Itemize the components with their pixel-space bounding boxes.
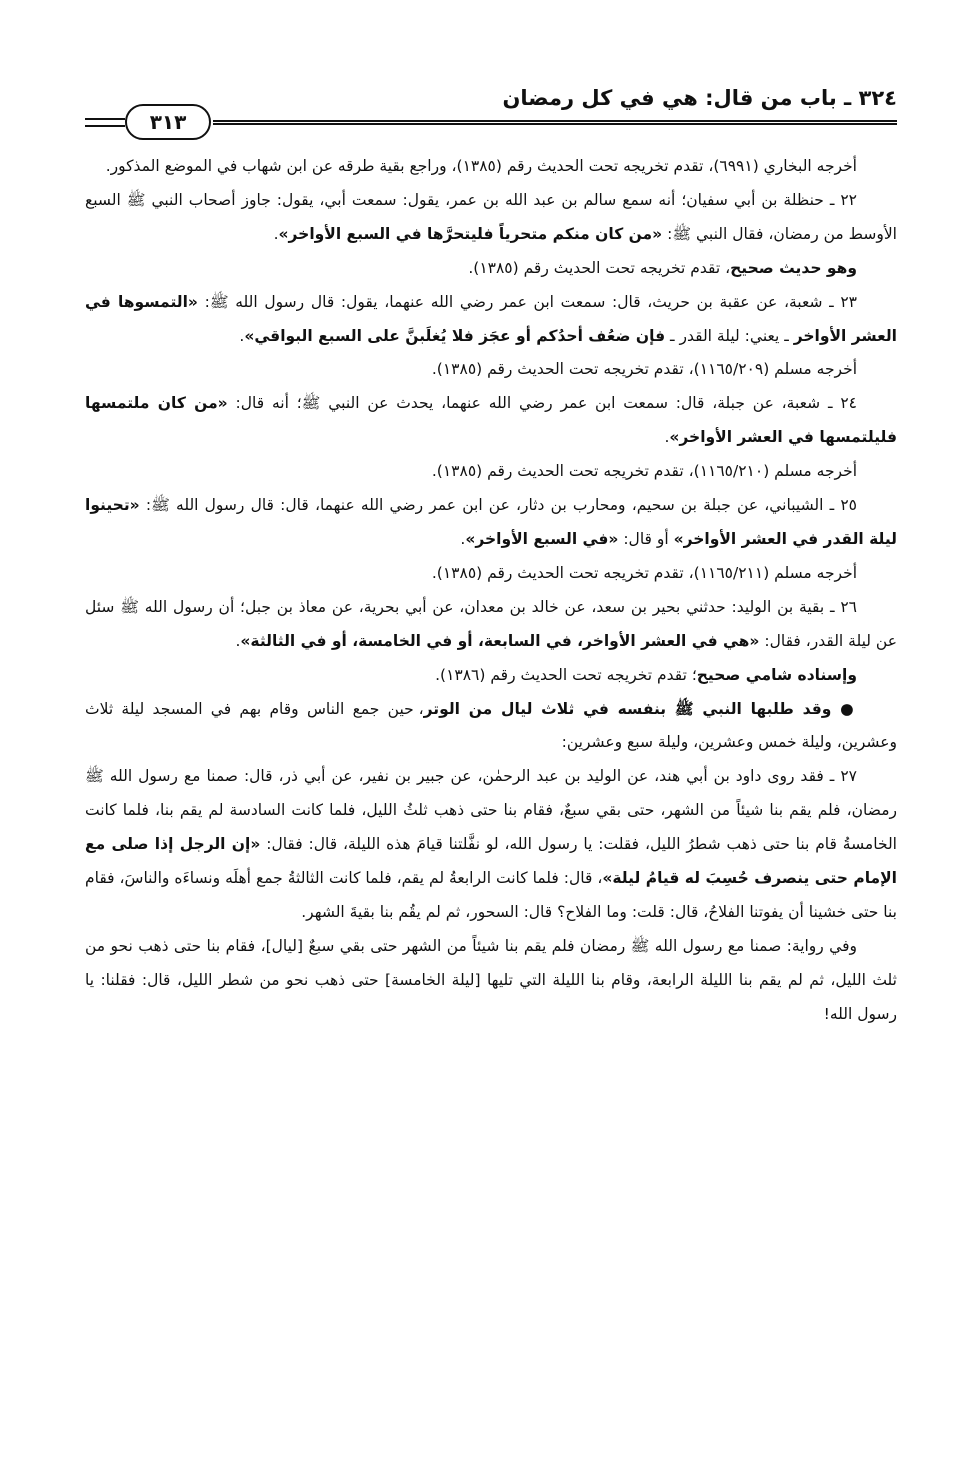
text-segment: أخرجه مسلم (١١٦٥/٢١٠)، تقدم تخريجه تحت الحديث رقم (١٣٨٥). (431, 462, 857, 481)
paragraph (85, 760, 897, 930)
text-segment: ، تقدم تخريجه تحت الحديث رقم (١٣٨٥). (468, 258, 731, 277)
paragraph (85, 252, 897, 286)
text-segment: ـ يعني: ليلة القدر ـ (665, 326, 794, 345)
paragraph (85, 387, 897, 455)
text-segment: ٢٤ ـ شعبة، عن جبلة، قال: سمعت ابن عمر رضي الله عنهما، يحدث عن النبي ﷺ؛ أنه قال: (227, 394, 857, 413)
paragraph (85, 455, 897, 489)
page-number-badge (125, 104, 211, 140)
text-segment: ، قال: فلما كانت الرابعةُ لم يقم، فلما كانت الثالثةُ جمع أهلَه ونساءَه والناسَ، فقام بنا حتى خشينا أن يفوتنا الفلاحُ، قال: قلت: وما الفلاح؟ قال: السحور، ثم لم يقُم بنا بقيةَ الشهر. (85, 869, 897, 921)
text-segment: . (460, 529, 466, 548)
bold-text-segment: فإن ضعُف أحدُكم أو عجَز فلا يُغلَبنَّ على السبع البواقي» (244, 326, 666, 345)
bold-text-segment: «من كان منكم متحرياً فليتحرَّها في السبع الأواخر» (278, 224, 663, 243)
bold-text-segment: «من كان ملتمسها فليلتمسها في العشر الأواخر» (85, 394, 897, 447)
paragraph (85, 353, 897, 387)
page-number: ٣١٣ (149, 110, 187, 134)
paragraph (85, 930, 897, 1032)
paragraph (85, 184, 897, 252)
page-header (85, 80, 897, 134)
text-segment: . (239, 326, 245, 345)
bold-text-segment: «إن الرجل إذا صلى مع الإمام حتى ينصرف حُسِبَ له قيامُ ليلة» (85, 835, 897, 888)
text-segment: أو قال: (618, 529, 674, 548)
bold-text-segment: «تحينوا ليلة القدر في العشر الأواخر» (85, 496, 897, 548)
text-segment: ٢٣ ـ شعبة، عن عقبة بن حريث، قال: سمعت ابن عمر رضي الله عنهما، يقول: قال رسول الله ﷺ: (197, 292, 858, 311)
text-segment: ، حين جمع الناس وقام بهم في المسجد ليلة ثلاث وعشرين، وليلة خمس وعشرين، وليلة سبع وعشرين: (85, 699, 897, 752)
text-segment: ٢٢ ـ حنظلة بن أبي سفيان؛ أنه سمع سالم بن عبد الله بن عمر، يقول: سمعت أبي، يقول: جاوز أصحاب النبي ﷺ السبع الأوسط من رمضان، فقال النبي ﷺ: (85, 190, 897, 243)
text-segment: ٢٥ ـ الشيباني، عن جبلة بن سحيم، ومحارب بن دثار، عن ابن عمر رضي الله عنهما، قال: قال رسول الله ﷺ: (139, 496, 857, 515)
text-segment: ؛ تقدم تخريجه تحت الحديث رقم (١٣٨٦). (435, 665, 697, 684)
bold-text-segment: وإسناده شامي صحيح (696, 665, 857, 684)
bold-text-segment: «هي في العشر الأواخر، في السابعة، أو في الخامسة، أو في الثالثة» (240, 631, 760, 650)
text-segment: ٢٦ ـ بقية بن الوليد: حدثني بحير بن سعد، عن خالد بن معدان، عن أبي بحرية، عن معاذ بن جبل؛ أن رسول الله ﷺ سئل عن ليلة القدر، فقال: (85, 597, 897, 650)
bold-text-segment: «التمسوها في العشر الأواخر (85, 292, 897, 345)
bold-text-segment: وهو حديث صحيح (730, 258, 857, 277)
text-segment: . (273, 224, 279, 243)
header-rule (213, 120, 897, 125)
paragraph (85, 591, 897, 659)
paragraph (85, 557, 897, 591)
text-segment: . (664, 428, 670, 447)
text-segment: . (235, 631, 241, 650)
text-segment: أخرجه مسلم (١١٦٥/٢٠٩)، تقدم تخريجه تحت الحديث رقم (١٣٨٥). (431, 360, 857, 379)
paragraph (85, 286, 897, 354)
bold-text-segment: ● وقد طلبها النبي ﷺ بنفسه في ثلاث ليال من الوتر (423, 699, 857, 718)
paragraph (85, 693, 897, 761)
text-segment: ٢٧ ـ فقد روى داود بن أبي هند، عن الوليد بن عبد الرحمٰن، عن جبير بن نفير، عن أبي ذر، قال: صمنا مع رسول الله ﷺ رمضان، فلم يقم بنا شيئاً من الشهر، حتى بقي سبعٌ، فقام بنا حتى ذهب ثلثُ الليل، فلما كانت السادسة لم يقم بنا، فلما كانت الخامسةُ قام بنا حتى ذهب شطرُ الليل، فقلت: يا رسول الله، لو نفَّلتنا قيامَ هذه الليلة، قال: فقال: (85, 767, 897, 854)
text-segment: أخرجه مسلم (١١٦٥/٢١١)، تقدم تخريجه تحت الحديث رقم (١٣٨٥). (431, 563, 857, 582)
paragraph (85, 150, 897, 184)
text-segment: وفي رواية: صمنا مع رسول الله ﷺ رمضان فلم يقم بنا شيئاً من الشهر حتى بقي سبعٌ [ليال]، فقام بنا حتى ذهب نحو من ثلث الليل، ثم لم يقم بنا الليلة الرابعة، وقام بنا الليلة التي تليها [ليلة الخامسة] حتى ذهب نحو من شطر الليل، قال: فقلنا: يا رسول الله! (85, 936, 897, 1023)
paragraph (85, 489, 897, 557)
header-rule-left (85, 118, 125, 127)
page-body (85, 150, 897, 1032)
chapter-title: ٣٢٤ ـ باب من قال: هي في كل رمضان (502, 86, 897, 110)
paragraph (85, 659, 897, 693)
bold-text-segment: «في السبع الأواخر» (465, 529, 619, 548)
text-segment: أخرجه البخاري (٦٩٩١)، تقدم تخريجه تحت الحديث رقم (١٣٨٥)، وراجع بقية طرقه عن ابن شهاب في الموضع المذكور. (105, 157, 857, 175)
